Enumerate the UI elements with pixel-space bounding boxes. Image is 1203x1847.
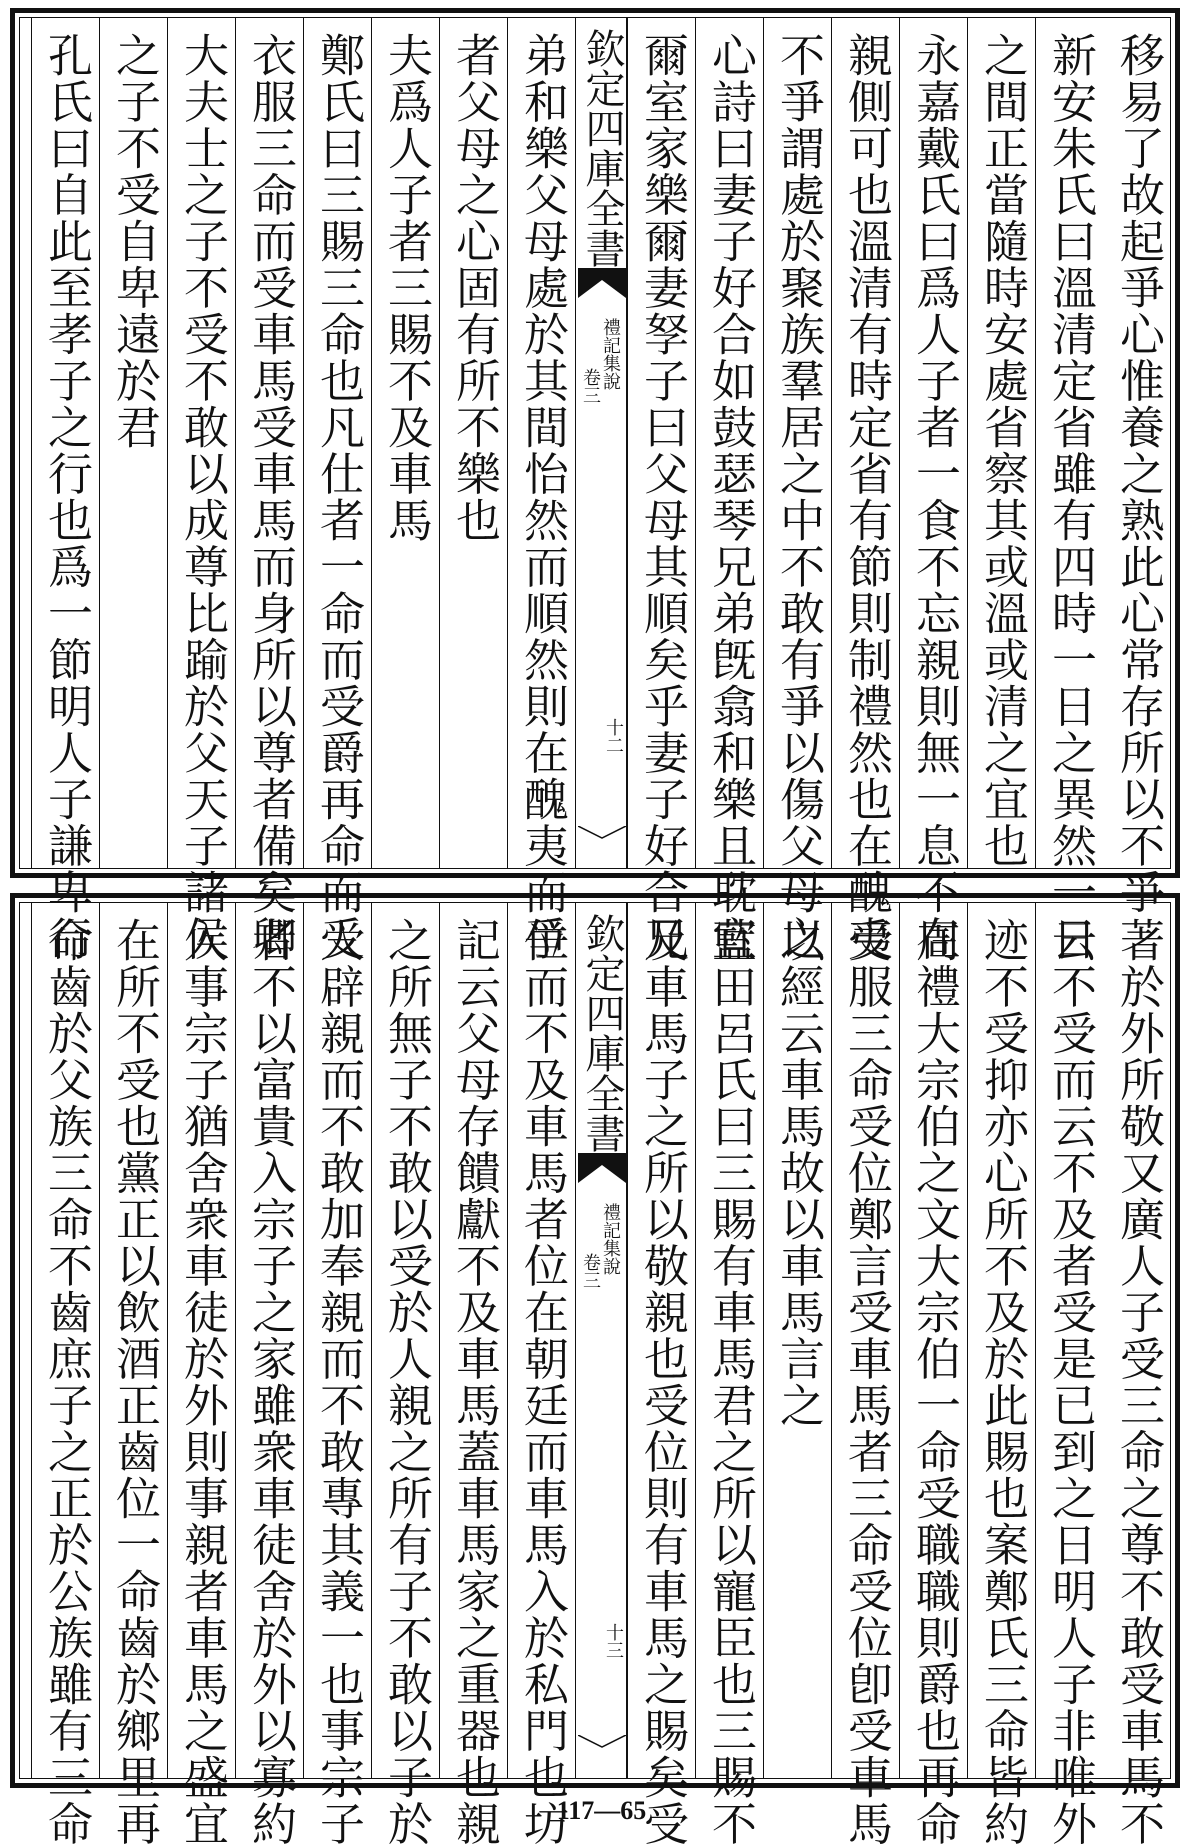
column-text: 不爭謂處於聚族羣居之中不敢有爭以傷父母之 (772, 32, 825, 962)
column-text: 永嘉戴氏曰爲人子者一食不忘親則無一息不在 (908, 32, 961, 962)
column-text: 藍田呂氏曰三賜有車馬君之所以寵臣也三賜不 (704, 917, 757, 1847)
column-text: 之子不受自卑遠於君 (108, 32, 161, 451)
top-leaf-frame (19, 17, 1171, 962)
top-leaf (10, 8, 1180, 962)
text-column (695, 18, 763, 962)
text-column (695, 903, 763, 1847)
book-title: 欽定四庫全書 (579, 28, 625, 268)
text-column (831, 903, 899, 1847)
leaf-page-number: 十二 (603, 718, 624, 754)
column-text: 云不受而云不及者受是已到之日明人子非唯外 (1044, 917, 1097, 1847)
column-text: 位而不及車馬者位在朝廷而車馬入於私門也坊 (516, 917, 569, 1847)
book-name: 禮記集說 (600, 1203, 621, 1275)
column-text: 受服三命受位鄭言受車馬者三命受位卽受車馬 (840, 917, 893, 1847)
column-text: 心詩曰妻子好合如鼓瑟琴兄弟旣翕和樂且耽宜 (704, 32, 757, 962)
text-column (371, 18, 439, 868)
text-column (167, 903, 235, 1847)
column-text: 親側可也溫清有時定省有節則制禮然也在醜夷 (840, 32, 893, 962)
column-text: 者父母之心固有所不樂也 (448, 32, 501, 544)
column-text: 衣服三命而受車馬受車馬而身所以尊者備矣卿 (244, 32, 297, 962)
text-column (831, 18, 899, 962)
column-text: 爾室家樂爾妻孥子曰父母其順矣乎妻子好合兄 (636, 32, 689, 962)
text-column (1103, 903, 1171, 1847)
lower-mark-icon (578, 826, 626, 848)
text-column (439, 903, 507, 1847)
text-column (167, 18, 235, 962)
text-column (507, 18, 575, 962)
text-column (899, 18, 967, 962)
text-column (31, 18, 99, 962)
text-column (627, 18, 695, 962)
text-column (371, 903, 439, 1847)
column-text: 入事宗子猶舍衆車徒於外則事親者車馬之盛宜 (176, 917, 229, 1847)
column-text: 周禮大宗伯之文大宗伯一命受職職則爵也再命 (908, 917, 961, 1847)
column-text: 命齒於父族三命不齒庶子之正於公族雖有三命 (40, 917, 93, 1847)
text-column (99, 903, 167, 1847)
lower-mark-icon (578, 1735, 626, 1757)
fishtail-mark-icon (578, 268, 626, 298)
column-text: 夫爲人子者三賜不及車馬 (380, 32, 433, 544)
fishtail-mark-icon (578, 1153, 626, 1183)
text-column (899, 903, 967, 1847)
page-number: 117—65 (556, 1796, 647, 1825)
leaf-page-number: 十三 (603, 1623, 624, 1659)
book-name: 禮記集說 (600, 318, 621, 390)
text-column (1035, 903, 1103, 1847)
text-column (967, 903, 1035, 1847)
text-column (1103, 18, 1171, 916)
column-text: 之所無子不敢以受於人親之所有子不敢以子於 (380, 917, 433, 1847)
text-column (1035, 18, 1103, 962)
column-text: 移易了故起爭心惟養之熟此心常存所以不爭 (1112, 32, 1165, 916)
volume-label: 卷三 (580, 1253, 601, 1289)
text-column (967, 18, 1035, 868)
column-text: 在所不受也黨正以飲酒正齒位一命齒於鄉里再 (108, 917, 161, 1847)
column-text: 大夫士之子不受不敢以成尊比踰於父天子諸侯 (176, 32, 229, 962)
text-column (507, 903, 575, 1847)
text-column (235, 903, 303, 1847)
column-text: 新安朱氏曰溫清定省雖有四時一日之異然一日 (1044, 32, 1097, 962)
book-title: 欽定四庫全書 (579, 913, 625, 1153)
text-column (439, 18, 507, 868)
text-column (627, 903, 695, 1847)
text-column (763, 903, 831, 1778)
column-text: 著於外所敬又廣人子受三命之尊不敢受車馬不 (1112, 917, 1165, 1847)
text-column (31, 903, 99, 1847)
column-text: 弟和樂父母處於其間怡然而順然則在醜夷而爭 (516, 32, 569, 962)
column-text: 迹不受抑亦心所不及於此賜也案鄭氏三命皆約 (976, 917, 1029, 1847)
column-text: 孔氏曰自此至孝子之行也爲一節明人子謙卑行 (40, 32, 93, 962)
text-column (763, 18, 831, 962)
center-fold (575, 903, 627, 1778)
column-text: 之間正當隨時安處省察其或溫或清之宜也 (976, 32, 1029, 869)
column-text: 以經云車馬故以車馬言之 (772, 917, 825, 1429)
text-column (99, 18, 167, 868)
center-fold (575, 18, 627, 868)
column-text: 鄭氏曰三賜三命也凡仕者一命而受爵再命而受 (312, 32, 365, 962)
column-text: 者不以富貴入宗子之家雖衆車徒舍於外以寡約 (244, 917, 297, 1847)
column-text: 記云父母存饋獻不及車馬蓋車馬家之重器也親 (448, 917, 501, 1847)
column-text: 及車馬子之所以敬親也受位則有車馬之賜矣受 (636, 917, 689, 1847)
text-column (235, 18, 303, 962)
text-column (303, 903, 371, 1847)
text-column (303, 18, 371, 962)
volume-label: 卷三 (580, 368, 601, 404)
column-text: 人辟親而不敢加奉親而不敢專其義一也事宗子 (312, 917, 365, 1847)
